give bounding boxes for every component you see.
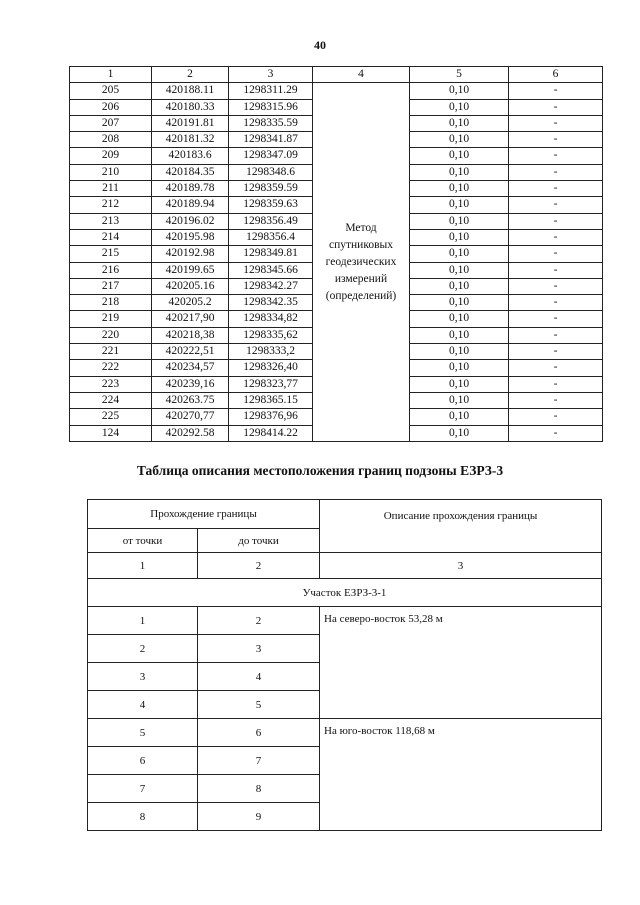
method-line: Метод bbox=[345, 221, 377, 234]
x-coordinate-cell: 420263.75 bbox=[152, 392, 229, 408]
point-number-cell: 221 bbox=[70, 344, 152, 360]
x-coordinate-cell: 420183.6 bbox=[152, 148, 229, 164]
y-coordinate-cell: 1298342.27 bbox=[229, 278, 313, 294]
from-point-cell: 5 bbox=[88, 719, 198, 747]
method-line: (определений) bbox=[325, 289, 397, 302]
y-coordinate-cell: 1298323,77 bbox=[229, 376, 313, 392]
note-cell: - bbox=[509, 164, 603, 180]
point-number-cell: 208 bbox=[70, 132, 152, 148]
to-point-cell: 9 bbox=[198, 803, 320, 831]
y-coordinate-cell: 1298335,62 bbox=[229, 327, 313, 343]
to-point-cell: 3 bbox=[198, 635, 320, 663]
point-number-cell: 222 bbox=[70, 360, 152, 376]
point-number-cell: 224 bbox=[70, 392, 152, 408]
point-number-cell: 212 bbox=[70, 197, 152, 213]
point-number-cell: 218 bbox=[70, 295, 152, 311]
header-cell: 3 bbox=[229, 67, 313, 83]
from-point-cell: 4 bbox=[88, 691, 198, 719]
accuracy-cell: 0,10 bbox=[410, 83, 509, 99]
accuracy-cell: 0,10 bbox=[410, 262, 509, 278]
point-number-cell: 124 bbox=[70, 425, 152, 441]
x-coordinate-cell: 420188.11 bbox=[152, 83, 229, 99]
description-cell: На юго-восток 118,68 м bbox=[320, 719, 602, 831]
from-point-cell: 7 bbox=[88, 775, 198, 803]
header-to-point: до точки bbox=[198, 529, 320, 553]
x-coordinate-cell: 420195.98 bbox=[152, 229, 229, 245]
method-line: геодезических bbox=[325, 255, 397, 268]
point-number-cell: 223 bbox=[70, 376, 152, 392]
accuracy-cell: 0,10 bbox=[410, 344, 509, 360]
to-point-cell: 2 bbox=[198, 607, 320, 635]
accuracy-cell: 0,10 bbox=[410, 409, 509, 425]
header-cell: 2 bbox=[152, 67, 229, 83]
header-boundary-description: Описание прохождения границы bbox=[320, 500, 602, 553]
point-number-cell: 211 bbox=[70, 181, 152, 197]
y-coordinate-cell: 1298356.49 bbox=[229, 213, 313, 229]
point-number-cell: 217 bbox=[70, 278, 152, 294]
point-number-cell: 209 bbox=[70, 148, 152, 164]
x-coordinate-cell: 420199.65 bbox=[152, 262, 229, 278]
header-cell: 4 bbox=[313, 67, 410, 83]
y-coordinate-cell: 1298326,40 bbox=[229, 360, 313, 376]
x-coordinate-cell: 420192.98 bbox=[152, 246, 229, 262]
page-number: 40 bbox=[314, 38, 326, 52]
note-cell: - bbox=[509, 148, 603, 164]
coordinates-header-row bbox=[70, 67, 603, 83]
accuracy-cell: 0,10 bbox=[410, 376, 509, 392]
method-line: измерений bbox=[334, 272, 388, 285]
note-cell: - bbox=[509, 229, 603, 245]
from-point-cell: 2 bbox=[88, 635, 198, 663]
accuracy-cell: 0,10 bbox=[410, 197, 509, 213]
x-coordinate-cell: 420180.33 bbox=[152, 99, 229, 115]
point-number-cell: 213 bbox=[70, 213, 152, 229]
note-cell: - bbox=[509, 278, 603, 294]
to-point-cell: 7 bbox=[198, 747, 320, 775]
x-coordinate-cell: 420222,51 bbox=[152, 344, 229, 360]
accuracy-cell: 0,10 bbox=[410, 229, 509, 245]
column-number: 3 bbox=[320, 553, 602, 579]
coordinates-table bbox=[69, 66, 603, 442]
x-coordinate-cell: 420292.58 bbox=[152, 425, 229, 441]
note-cell: - bbox=[509, 83, 603, 99]
y-coordinate-cell: 1298341.87 bbox=[229, 132, 313, 148]
table-title: Таблица описания местоположения границ подзоны ЕЗРЗ-3 bbox=[136, 463, 504, 478]
to-point-cell: 4 bbox=[198, 663, 320, 691]
point-number-cell: 216 bbox=[70, 262, 152, 278]
point-number-cell: 214 bbox=[70, 229, 152, 245]
y-coordinate-cell: 1298359.63 bbox=[229, 197, 313, 213]
to-point-cell: 5 bbox=[198, 691, 320, 719]
accuracy-cell: 0,10 bbox=[410, 181, 509, 197]
y-coordinate-cell: 1298376,96 bbox=[229, 409, 313, 425]
accuracy-cell: 0,10 bbox=[410, 246, 509, 262]
accuracy-cell: 0,10 bbox=[410, 278, 509, 294]
y-coordinate-cell: 1298347.09 bbox=[229, 148, 313, 164]
point-number-cell: 205 bbox=[70, 83, 152, 99]
note-cell: - bbox=[509, 311, 603, 327]
header-cell: 6 bbox=[509, 67, 603, 83]
y-coordinate-cell: 1298342.35 bbox=[229, 295, 313, 311]
note-cell: - bbox=[509, 344, 603, 360]
note-cell: - bbox=[509, 295, 603, 311]
note-cell: - bbox=[509, 392, 603, 408]
y-coordinate-cell: 1298356.4 bbox=[229, 229, 313, 245]
x-coordinate-cell: 420191.81 bbox=[152, 115, 229, 131]
header-boundary-passage: Прохождение границы bbox=[88, 500, 320, 529]
note-cell: - bbox=[509, 425, 603, 441]
point-number-cell: 206 bbox=[70, 99, 152, 115]
x-coordinate-cell: 420196.02 bbox=[152, 213, 229, 229]
x-coordinate-cell: 420205.2 bbox=[152, 295, 229, 311]
header-cell: 5 bbox=[410, 67, 509, 83]
column-number-row bbox=[88, 553, 602, 579]
x-coordinate-cell: 420205.16 bbox=[152, 278, 229, 294]
y-coordinate-cell: 1298334,82 bbox=[229, 311, 313, 327]
description-cell: На северо-восток 53,28 м bbox=[320, 607, 602, 719]
accuracy-cell: 0,10 bbox=[410, 164, 509, 180]
accuracy-cell: 0,10 bbox=[410, 311, 509, 327]
accuracy-cell: 0,10 bbox=[410, 132, 509, 148]
x-coordinate-cell: 420189.78 bbox=[152, 181, 229, 197]
section-title: Участок ЕЗРЗ-3-1 bbox=[88, 579, 602, 607]
to-point-cell: 8 bbox=[198, 775, 320, 803]
accuracy-cell: 0,10 bbox=[410, 360, 509, 376]
point-number-cell: 219 bbox=[70, 311, 152, 327]
note-cell: - bbox=[509, 132, 603, 148]
method-cell bbox=[313, 83, 410, 442]
note-cell: - bbox=[509, 181, 603, 197]
note-cell: - bbox=[509, 197, 603, 213]
accuracy-cell: 0,10 bbox=[410, 295, 509, 311]
note-cell: - bbox=[509, 262, 603, 278]
x-coordinate-cell: 420218,38 bbox=[152, 327, 229, 343]
header-from-point: от точки bbox=[88, 529, 198, 553]
header-cell: 1 bbox=[70, 67, 152, 83]
note-cell: - bbox=[509, 376, 603, 392]
x-coordinate-cell: 420181.32 bbox=[152, 132, 229, 148]
y-coordinate-cell: 1298315.96 bbox=[229, 99, 313, 115]
point-number-cell: 207 bbox=[70, 115, 152, 131]
point-number-cell: 215 bbox=[70, 246, 152, 262]
column-number: 2 bbox=[198, 553, 320, 579]
table-row bbox=[88, 607, 602, 635]
y-coordinate-cell: 1298333,2 bbox=[229, 344, 313, 360]
y-coordinate-cell: 1298414.22 bbox=[229, 425, 313, 441]
table-row bbox=[70, 83, 603, 99]
accuracy-cell: 0,10 bbox=[410, 148, 509, 164]
point-number-cell: 225 bbox=[70, 409, 152, 425]
column-number: 1 bbox=[88, 553, 198, 579]
note-cell: - bbox=[509, 246, 603, 262]
from-point-cell: 8 bbox=[88, 803, 198, 831]
x-coordinate-cell: 420189.94 bbox=[152, 197, 229, 213]
note-cell: - bbox=[509, 213, 603, 229]
note-cell: - bbox=[509, 99, 603, 115]
x-coordinate-cell: 420184.35 bbox=[152, 164, 229, 180]
from-point-cell: 1 bbox=[88, 607, 198, 635]
table-row bbox=[88, 719, 602, 747]
accuracy-cell: 0,10 bbox=[410, 115, 509, 131]
x-coordinate-cell: 420217,90 bbox=[152, 311, 229, 327]
note-cell: - bbox=[509, 115, 603, 131]
accuracy-cell: 0,10 bbox=[410, 213, 509, 229]
y-coordinate-cell: 1298345.66 bbox=[229, 262, 313, 278]
y-coordinate-cell: 1298349.81 bbox=[229, 246, 313, 262]
note-cell: - bbox=[509, 409, 603, 425]
note-cell: - bbox=[509, 327, 603, 343]
point-number-cell: 210 bbox=[70, 164, 152, 180]
section-row bbox=[88, 579, 602, 607]
x-coordinate-cell: 420239,16 bbox=[152, 376, 229, 392]
to-point-cell: 6 bbox=[198, 719, 320, 747]
y-coordinate-cell: 1298311.29 bbox=[229, 83, 313, 99]
accuracy-cell: 0,10 bbox=[410, 327, 509, 343]
note-cell: - bbox=[509, 360, 603, 376]
y-coordinate-cell: 1298359.59 bbox=[229, 181, 313, 197]
point-number-cell: 220 bbox=[70, 327, 152, 343]
x-coordinate-cell: 420234,57 bbox=[152, 360, 229, 376]
y-coordinate-cell: 1298365.15 bbox=[229, 392, 313, 408]
from-point-cell: 6 bbox=[88, 747, 198, 775]
accuracy-cell: 0,10 bbox=[410, 99, 509, 115]
accuracy-cell: 0,10 bbox=[410, 425, 509, 441]
table-header-row bbox=[88, 500, 602, 529]
accuracy-cell: 0,10 bbox=[410, 392, 509, 408]
boundary-description-table bbox=[87, 499, 602, 831]
x-coordinate-cell: 420270,77 bbox=[152, 409, 229, 425]
method-line: спутниковых bbox=[328, 238, 393, 251]
y-coordinate-cell: 1298335.59 bbox=[229, 115, 313, 131]
from-point-cell: 3 bbox=[88, 663, 198, 691]
y-coordinate-cell: 1298348.6 bbox=[229, 164, 313, 180]
